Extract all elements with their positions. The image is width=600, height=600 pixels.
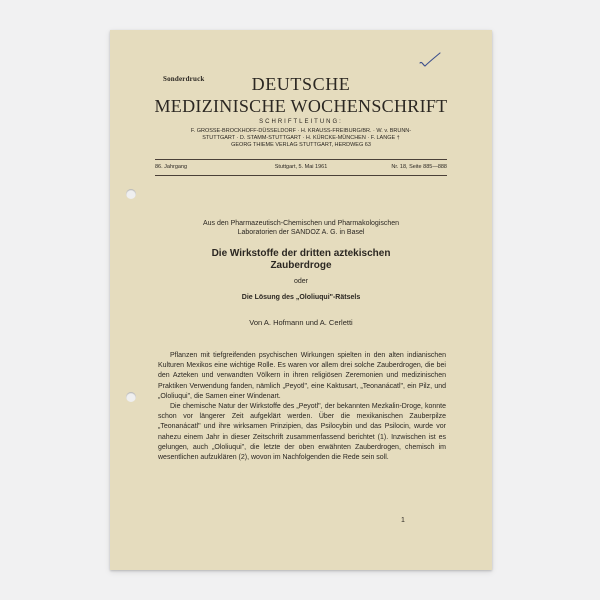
divider-top — [155, 159, 447, 160]
issue-label: Nr. 18, Seite 885—888 — [391, 164, 447, 170]
oder-label: oder — [293, 278, 308, 285]
article-subtitle: Die Lösung des „Ololiuqui"-Rätsels — [241, 294, 361, 301]
divider-bottom — [155, 175, 447, 176]
article-title-line1: Die Wirkstoffe der dritten aztekischen — [211, 248, 391, 259]
sonderdruck-label: Sonderdruck — [163, 75, 205, 83]
schriftleitung-label: SCHRIFTLEITUNG: — [259, 119, 343, 125]
punch-hole-top — [126, 189, 136, 199]
volume-label: 86. Jahrgang — [155, 164, 188, 170]
document-page — [110, 30, 492, 570]
article-body — [158, 351, 446, 463]
date-label: Stuttgart, 5. Mai 1961 — [274, 164, 328, 170]
page-number: 1 — [401, 517, 405, 524]
institution-note — [150, 219, 452, 237]
article-title-line2: Zauberdroge — [270, 260, 332, 271]
publisher-line: GEORG THIEME VERLAG STUTTGART, HERDWEG 63 — [231, 142, 371, 148]
paragraph-2: Die chemische Natur der Wirkstoffe des „Peyotl", der bekannten Mezkalin-Droge, konnte schon vor längerer Zeit aufgeklärt werden. Über die mexikanischen Zauberpilze „Teonanácatl" und ihre wirksamen Prinzipien, das Psilocybin und das Psilocin, wurde vor nahezu einem Jahr in dieser Zeitschrift zusammenfassend berichtet (1). Inzwischen ist es gelungen, auch „Ololiuqui", die letzte der oben erwähnten Zauberdrogen, chemisch im wesentlichen aufzuklären (2), wovon im Nachfolgenden die Rede sein soll. — [158, 403, 446, 462]
institution-line1: Aus den Pharmazeutisch-Chemischen und Pharmakologischen — [202, 220, 400, 227]
editors-block — [155, 128, 447, 149]
journal-title-line1: DEUTSCHE — [251, 74, 351, 94]
editors-line1: F. GROSSE-BROCKHOFF-DÜSSELDORF · H. KRAUSS-FREIBURG/BR. · W. v. BRUNN- — [190, 128, 412, 134]
article-title — [150, 248, 452, 272]
authors-line: Von A. Hofmann und A. Cerletti — [249, 318, 353, 327]
journal-title-line2: MEDIZINISCHE WOCHENSCHRIFT — [154, 96, 448, 116]
pen-checkmark-icon — [419, 52, 441, 68]
editors-line2: STUTTGART · D. STAMM-STUTTGART · H. KÜRCKE-MÜNCHEN · F. LANGE † — [202, 135, 400, 141]
punch-hole-bottom — [126, 392, 136, 402]
paragraph-1: Pflanzen mit tiefgreifenden psychischen Wirkungen spielten in den alten indianischen Kulturen Mexikos eine wichtige Rolle. Es waren vor allem drei solche Zauberdrogen, die bei den Azteken und verwandten Völkern in ihren religiösen Zeremonien und medizinischen Praktiken Verwendung fanden, nämlich „Peyotl", eine Kaktusart, „Teonanácatl", ein Pilz, und „Ololiuqui", die Samen einer Windenart. — [158, 352, 446, 400]
institution-line2: Laboratorien der SANDOZ A. G. in Basel — [237, 229, 365, 236]
